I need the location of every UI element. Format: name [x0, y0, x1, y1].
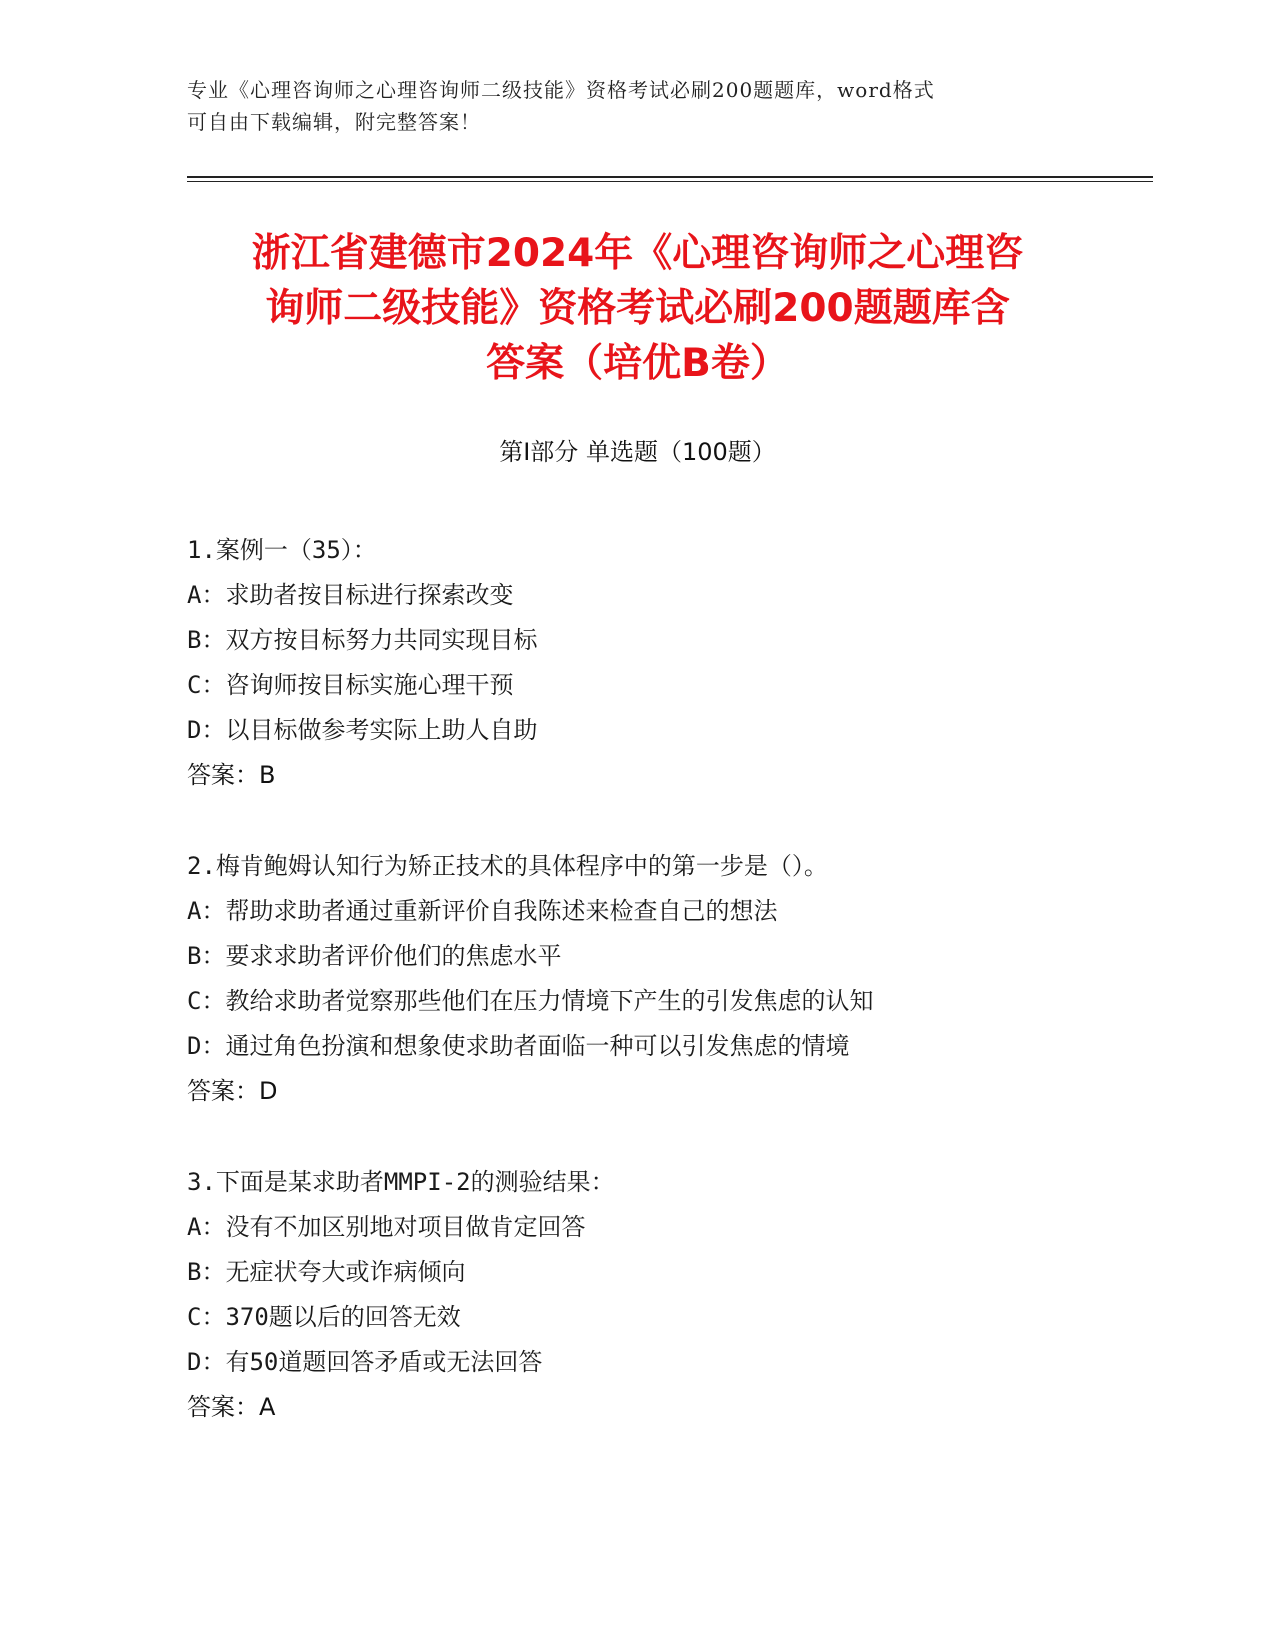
question-stem: 2.梅肯鲍姆认知行为矫正技术的具体程序中的第一步是（）。 — [187, 852, 828, 880]
option-c: C：教给求助者觉察那些他们在压力情境下产生的引发焦虑的认知 — [187, 987, 874, 1015]
header-divider-thin — [187, 181, 1153, 182]
document-title — [170, 226, 1105, 391]
answer-key: 答案：D — [187, 1077, 278, 1105]
document-title-line-2: 询师二级技能》资格考试必刷200题题库含 — [265, 286, 1010, 331]
option-d: D：以目标做参考实际上助人自助 — [187, 716, 538, 744]
question-list — [187, 528, 1087, 1476]
document-title-line-3: 答案（培优B卷） — [486, 341, 789, 386]
option-b: B：双方按目标努力共同实现目标 — [187, 626, 538, 654]
option-d: D：有50道题回答矛盾或无法回答 — [187, 1348, 543, 1376]
option-b: B：无症状夸大或诈病倾向 — [187, 1258, 466, 1286]
option-c: C：370题以后的回答无效 — [187, 1303, 461, 1331]
answer-key: 答案：A — [187, 1393, 276, 1421]
header-note — [187, 74, 1087, 138]
answer-key: 答案：B — [187, 761, 276, 789]
option-c: C：咨询师按目标实施心理干预 — [187, 671, 514, 699]
section-title: 第Ⅰ部分 单选题（100题） — [499, 438, 776, 466]
option-a: A：帮助求助者通过重新评价自我陈述来检查自己的想法 — [187, 897, 778, 925]
document-title-line-1: 浙江省建德市2024年《心理咨询师之心理咨 — [251, 231, 1024, 276]
option-a: A：没有不加区别地对项目做肯定回答 — [187, 1213, 586, 1241]
option-b: B：要求求助者评价他们的焦虑水平 — [187, 942, 562, 970]
header-divider-thick — [187, 176, 1153, 178]
question-item — [187, 844, 1087, 1114]
question-item — [187, 528, 1087, 798]
question-stem: 1.案例一（35）： — [187, 536, 377, 564]
header-note-line-1: 专业《心理咨询师之心理咨询师二级技能》资格考试必刷200题题库，word格式 — [187, 78, 935, 102]
question-item — [187, 1160, 1087, 1430]
option-a: A：求助者按目标进行探索改变 — [187, 581, 514, 609]
option-d: D：通过角色扮演和想象使求助者面临一种可以引发焦虑的情境 — [187, 1032, 850, 1060]
question-stem: 3.下面是某求助者MMPI-2的测验结果： — [187, 1168, 615, 1196]
header-note-line-2: 可自由下载编辑，附完整答案！ — [187, 110, 481, 134]
